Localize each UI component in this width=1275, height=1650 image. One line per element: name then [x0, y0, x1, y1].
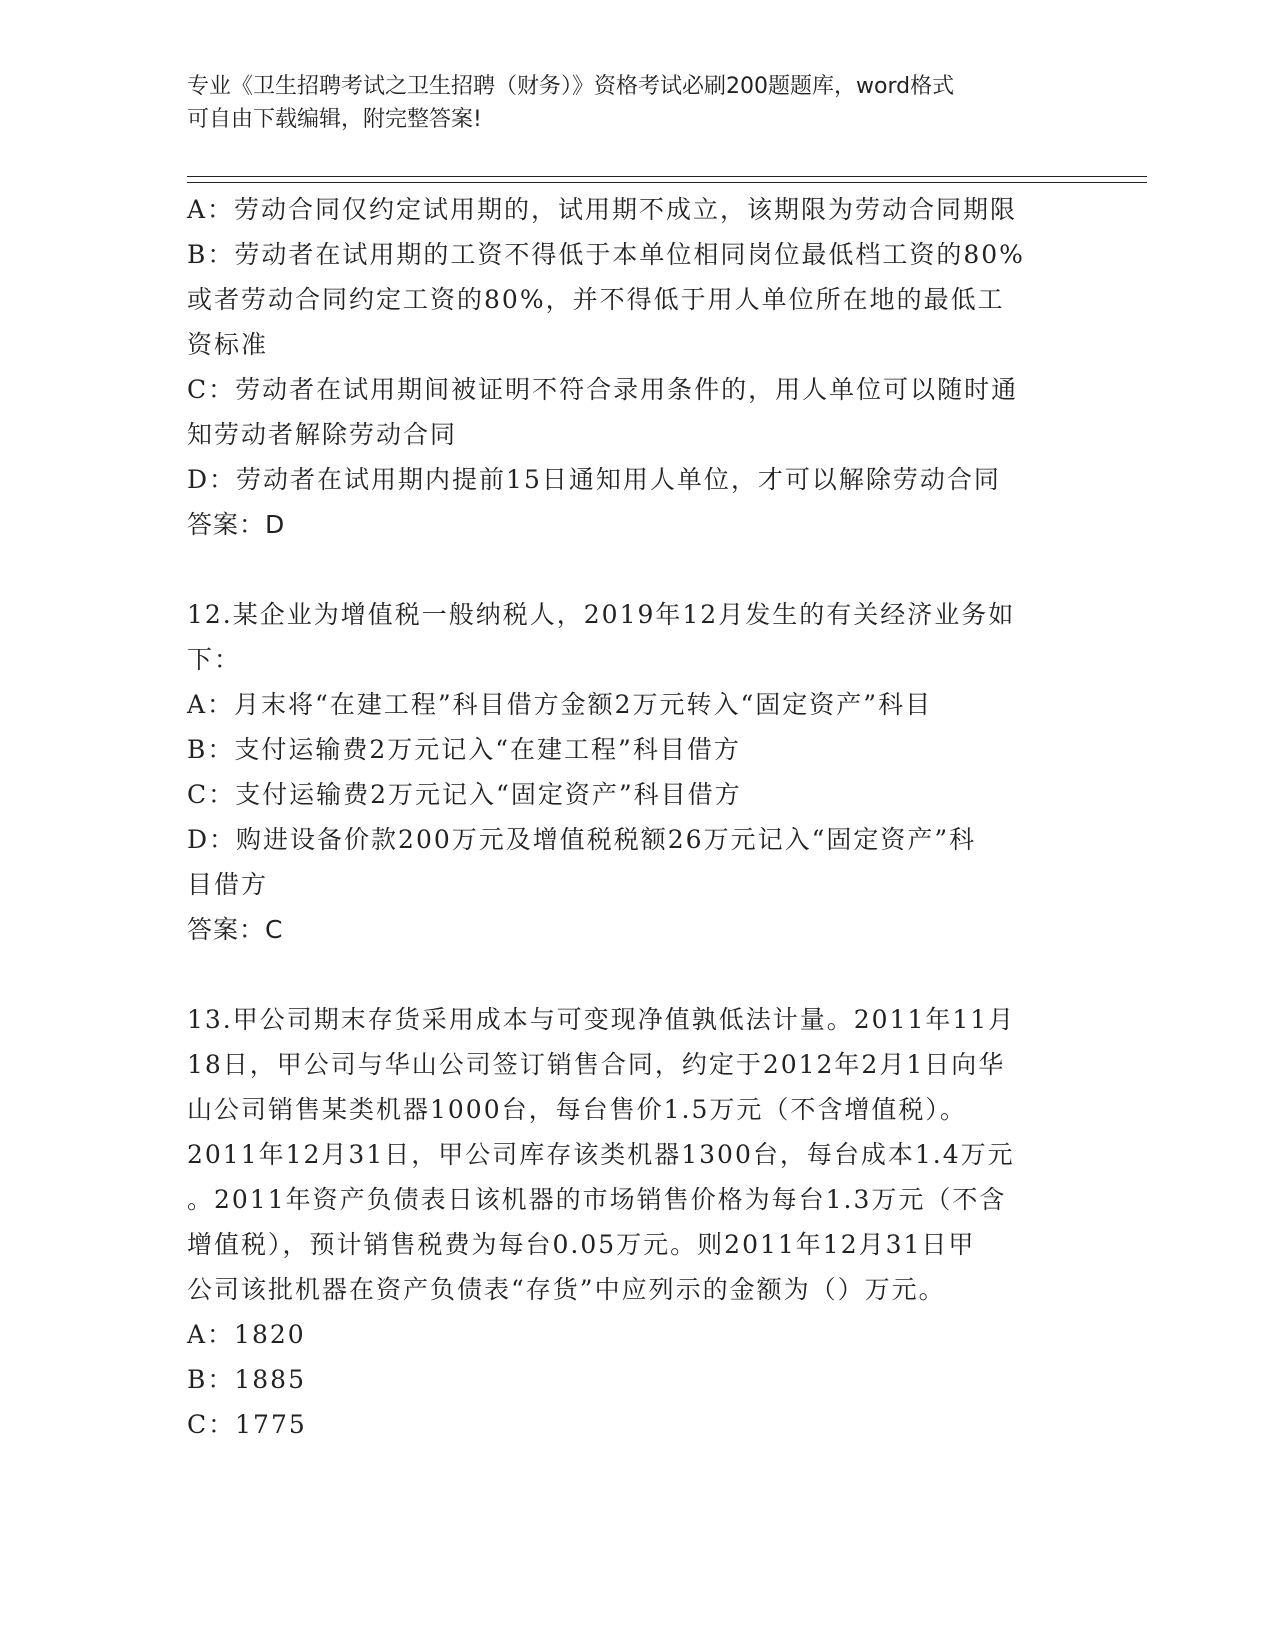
q13-stem-line-2: 18日，甲公司与华山公司签订销售合同，约定于2012年2月1日向华 [187, 1050, 1006, 1079]
question-11 [187, 187, 1087, 547]
question-13 [187, 997, 1087, 1447]
q11-option-c-line-1: C：劳动者在试用期间被证明不符合录用条件的，用人单位可以随时通 [187, 375, 1019, 404]
q12-option-d-line-2: 目借方 [187, 870, 269, 899]
q11-option-b-line-3: 资标准 [187, 330, 269, 359]
q13-stem-line-5: 。2011年资产负债表日该机器的市场销售价格为每台1.3万元（不含 [187, 1185, 1007, 1214]
document-body [187, 187, 1087, 1447]
q13-option-a: A：1820 [187, 1320, 306, 1349]
q12-option-d-line-1: D：购进设备价款200万元及增值税税额26万元记入“固定资产”科 [187, 825, 977, 854]
q12-option-c: C：支付运输费2万元记入“固定资产”科目借方 [187, 780, 742, 809]
q12-stem-line-1: 12.某企业为增值税一般纳税人，2019年12月发生的有关经济业务如 [187, 600, 1016, 629]
header-line-2: 可自由下载编辑，附完整答案! [187, 107, 482, 132]
q13-option-c: C：1775 [187, 1410, 307, 1439]
q11-option-a: A：劳动合同仅约定试用期的，试用期不成立，该期限为劳动合同期限 [187, 195, 1018, 224]
header-rule-bottom [187, 182, 1147, 183]
header-line-1: 专业《卫生招聘考试之卫生招聘（财务）》资格考试必刷200题题库，word格式 [187, 74, 955, 99]
q12-option-a: A：月末将“在建工程”科目借方金额2万元转入“固定资产”科目 [187, 690, 933, 719]
q11-option-d: D：劳动者在试用期内提前15日通知用人单位，才可以解除劳动合同 [187, 465, 1001, 494]
q11-option-b-line-1: B：劳动者在试用期的工资不得低于本单位相同岗位最低档工资的80% [187, 240, 1025, 269]
q13-stem-line-6: 增值税），预计销售税费为每台0.05万元。则2011年12月31日甲 [187, 1230, 976, 1259]
document-header [187, 70, 1067, 136]
spacer [187, 547, 1087, 592]
q13-option-b: B：1885 [187, 1365, 306, 1394]
q13-stem-line-3: 山公司销售某类机器1000台，每台售价1.5万元（不含增值税）。 [187, 1095, 967, 1124]
spacer [187, 952, 1087, 997]
q12-stem-line-2: 下： [187, 645, 242, 674]
q13-stem-line-4: 2011年12月31日，甲公司库存该类机器1300台，每台成本1.4万元 [187, 1140, 1015, 1169]
q11-option-c-line-2: 知劳动者解除劳动合同 [187, 420, 458, 449]
question-12 [187, 592, 1087, 952]
q11-answer: 答案：D [187, 510, 286, 539]
q13-stem-line-7: 公司该批机器在资产负债表“存货”中应列示的金额为（）万元。 [187, 1275, 946, 1304]
header-rule-top [187, 176, 1147, 177]
q11-option-b-line-2: 或者劳动合同约定工资的80%，并不得低于用人单位所在地的最低工 [187, 285, 1005, 314]
q13-stem-line-1: 13.甲公司期末存货采用成本与可变现净值孰低法计量。2011年11月 [187, 1005, 1016, 1034]
q12-answer: 答案：C [187, 915, 284, 944]
q12-option-b: B：支付运输费2万元记入“在建工程”科目借方 [187, 735, 741, 764]
